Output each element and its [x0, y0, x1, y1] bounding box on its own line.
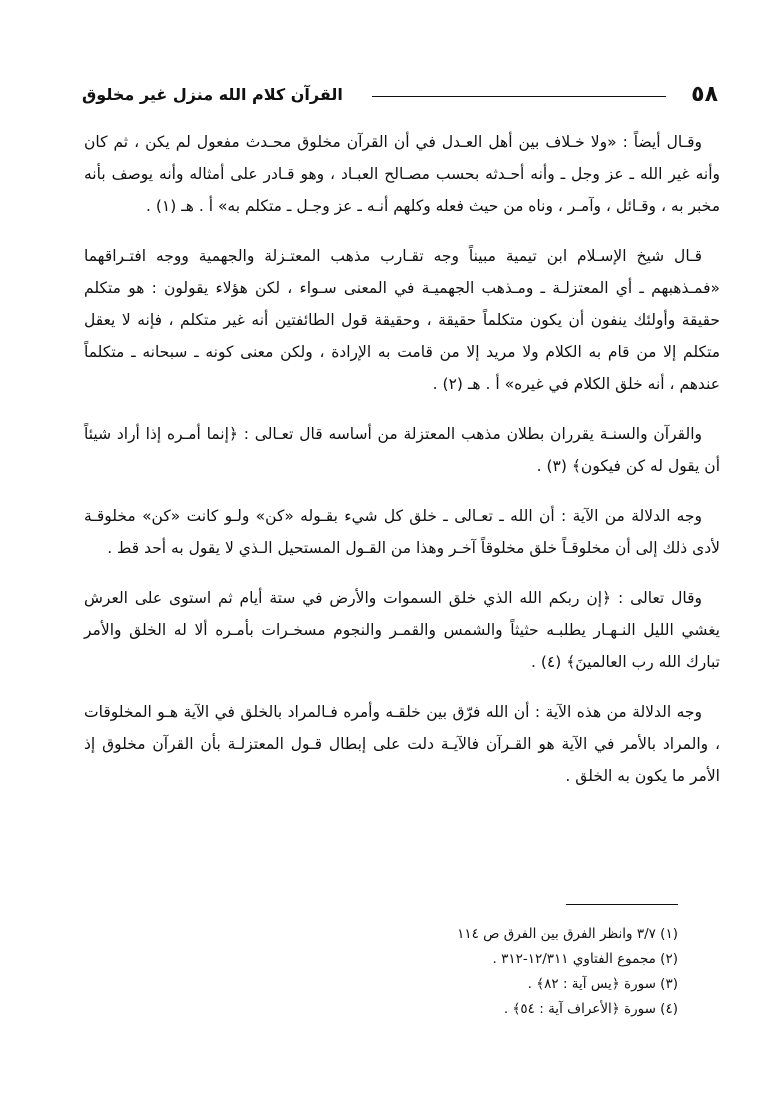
footnote-3: (٣) سورة ﴿يس آية : ٨٢﴾ .: [527, 976, 678, 992]
paragraph-3: والقرآن والسنـة يقرران بطلان مذهب المعتزلة من أساسه قال تعـالى : ﴿إنما أمـره إذا أراد شيئاً أن يقول له كن فيكون﴾ (٣) .: [84, 425, 720, 475]
footnote-2: (٢) مجموع الفتاوي ١٢/٣١١-٣١٢ .: [492, 951, 678, 967]
main-text: [84, 126, 720, 810]
footnote-4: (٤) سورة ﴿الأعراف آية : ٥٤﴾ .: [503, 1001, 678, 1017]
header-rule: [372, 96, 666, 97]
page-header: [82, 80, 718, 112]
footnotes: [278, 922, 678, 1022]
paragraph-5: وقال تعالى : ﴿إن ربكم الله الذي خلق السموات والأرض في ستة أيام ثم استوى على العرش يغشي الليل النـهـار يطلبـه حثيثاً والشمس والقمـر والنجوم مسخـرات بأمـره ألا له الخلق والأمر تبارك الله رب العالمينَ﴾ (٤) .: [84, 589, 720, 671]
footnote-separator: [566, 904, 678, 905]
paragraph-4: وجه الدلالة من الآية : أن الله ـ تعـالى ـ خلق كل شيء بقـوله «كن» ولـو كانت «كن» مخلوقـة لأدى ذلك إلى أن مخلوقـاً خلق مخلوقاً آخـر وهذا من القـول المستحيل الـذي لا يقول به أحد قط .: [84, 507, 720, 557]
page-number: ٥٨: [691, 82, 718, 107]
paragraph-2: قـال شيخ الإسـلام ابن تيمية مبيناً وجه تقـارب مذهب المعتـزلة والجهمية ووجه افتـراقهما «فمـذهبهم ـ أي المعتزلـة ـ ومـذهب الجهميـة في المعنى سـواء ، لكن هؤلاء يقولون : هو متكلم حقيقة وأولئك ينفون أن يكون متكلماً حقيقة ، وحقيقة قول الطائفتين أنه غير متكلم ، فإنه لا يعقل متكلم إلا من قام به الكلام ولا مريد إلا من قامت به الإرادة ، ولكن معنى كونه ـ سبحانه ـ متكلماً عندهم ، أنه خلق الكلام في غيره» أ . هـ (٢) .: [84, 247, 720, 393]
paragraph-6: وجه الدلالة من هذه الآية : أن الله فرّق بين خلقـه وأمره فـالمراد بالخلق في الآية هـو المخلوقات ، والمراد بالأمر في الآية هو القـرآن فالآيـة دلت على إبطال قـول المعتزلـة بأن القرآن مخلوق إذ الأمر ما يكون به الخلق .: [84, 703, 720, 785]
footnote-1: (١) ٣/٧ وانظر الفرق بين الفرق ص ١١٤: [457, 926, 678, 942]
running-title: القرآن كلام الله منزل غير مخلوق: [82, 85, 343, 104]
paragraph-1: وقـال أيضاً : «ولا خـلاف بين أهل العـدل في أن القرآن مخلوق محـدث مفعول لم يكن ، ثم كان وأنه غير الله ـ عز وجل ـ وأنه أحـدثه بحسب مصـالح العبـاد ، وهو قـادر على أمثاله وأنه يوصف بأنه مخبر به ، وقـائل ، وآمـر ، وناه من حيث فعله وكلهم أنـه ـ عز وجـل ـ متكلم به» أ . هـ (١) .: [84, 133, 720, 215]
